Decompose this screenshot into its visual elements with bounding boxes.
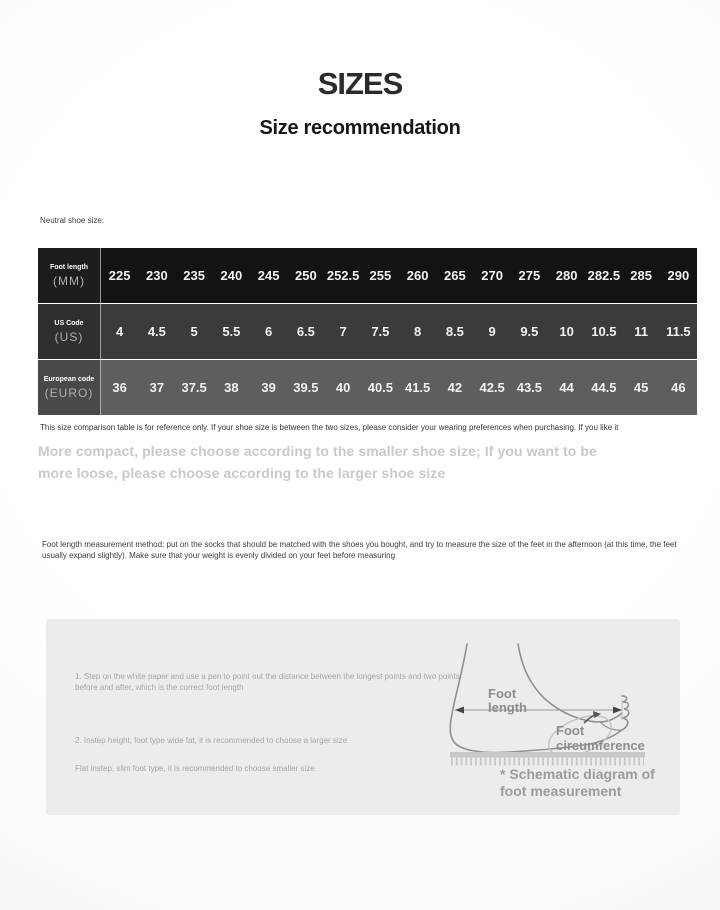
size-cell: 235 — [183, 268, 205, 283]
size-row-name: European code — [43, 375, 95, 383]
size-cell: 7 — [339, 324, 347, 339]
size-cell: 9 — [488, 324, 496, 339]
size-row-values — [101, 360, 697, 415]
size-table-row — [38, 303, 697, 359]
size-cell: 5.5 — [222, 324, 241, 339]
size-row-name: Foot length — [49, 263, 89, 271]
size-row-unit: (EURO) — [44, 385, 94, 400]
size-cell: 5 — [190, 324, 198, 339]
size-cell: 38 — [224, 380, 239, 395]
diagram-caption-line: * Schematic diagram of — [500, 766, 655, 782]
size-cell: 45 — [633, 380, 649, 395]
size-cell: 37 — [149, 380, 165, 395]
size-cell: 282.5 — [587, 268, 621, 283]
size-cell: 11 — [634, 324, 648, 339]
size-cell: 6 — [265, 324, 273, 339]
size-row-header — [38, 304, 101, 359]
size-cell: 255 — [369, 268, 392, 283]
size-row-values — [101, 304, 697, 359]
instruction-step-2: 2. Instep height, foot type wide fat, it is recommended to choose a larger size — [75, 736, 348, 745]
size-cell: 11.5 — [666, 324, 691, 339]
page-title: SIZES — [317, 66, 403, 101]
size-cell: 230 — [146, 268, 168, 283]
size-cell: 9.5 — [520, 324, 539, 339]
instruction-step-1: 1. Step on the white paper and use a pen to point out the distance between the longest points and two points before and after, which is the correct foot length — [75, 672, 460, 692]
foot-measurement-diagram — [442, 628, 670, 770]
size-row-header — [38, 248, 101, 303]
size-table-row — [38, 248, 697, 303]
ground-line — [450, 752, 645, 762]
page-subtitle: Size recommendation — [259, 117, 461, 139]
size-advice-highlight — [38, 440, 678, 484]
foot-circumference-label: circumference — [556, 738, 645, 753]
size-cell: 260 — [406, 268, 429, 283]
foot-length-label: Foot — [488, 686, 517, 701]
foot-outline — [450, 644, 629, 753]
measure-method-paragraph: Foot length measurement method: put on the socks that should be matched with the shoes you bought, and try to measure the size of the feet in the afternoon (at this time, the feet usually expand slightly). Make sure that your weight is evenly divided on your feet before measuring — [42, 540, 677, 560]
size-cell: 7.5 — [371, 324, 390, 339]
size-cell: 275 — [518, 268, 541, 283]
size-cell: 290 — [667, 268, 690, 283]
size-cell: 4 — [116, 324, 124, 339]
foot-length-arrow — [455, 700, 622, 720]
size-cell: 8 — [414, 324, 422, 339]
size-cell: 39.5 — [293, 380, 319, 395]
foot-circumference-label: Foot — [556, 723, 585, 738]
size-row-unit: (US) — [54, 329, 84, 344]
size-cell: 6.5 — [296, 324, 315, 339]
size-cell: 42 — [447, 380, 463, 395]
size-table — [38, 248, 697, 415]
size-table-row — [38, 359, 697, 415]
size-cell: 39 — [261, 380, 276, 395]
size-cell: 270 — [481, 268, 503, 283]
foot-length-label: length — [488, 700, 527, 715]
size-row-name: US Code — [54, 319, 84, 327]
size-cell: 240 — [220, 268, 243, 283]
size-row-unit: (MM) — [53, 273, 85, 288]
diagram-caption-line: foot measurement — [500, 783, 622, 799]
size-cell: 10 — [559, 324, 574, 339]
size-cell: 44 — [559, 380, 574, 395]
size-advice-line: more loose, please choose according to the larger shoe size — [38, 465, 446, 481]
size-cell: 41.5 — [404, 380, 431, 395]
size-cell: 252.5 — [326, 268, 360, 283]
size-cell: 265 — [444, 268, 466, 283]
neutral-shoe-size-label: Neutral shoe size: — [40, 216, 105, 225]
reference-notice: This size comparison table is for reference only. If your shoe size is between the two sizes, please consider your wearing preferences when purchasing. If you like it — [40, 423, 619, 432]
size-advice-line: More compact, please choose according to the smaller shoe size; If you want to be — [38, 443, 597, 459]
diagram-caption — [500, 766, 690, 800]
size-cell: 225 — [108, 268, 131, 283]
size-cell: 285 — [630, 268, 652, 283]
size-cell: 43.5 — [516, 380, 543, 395]
size-cell: 8.5 — [445, 324, 464, 339]
size-cell: 40.5 — [367, 380, 394, 395]
size-cell: 46 — [671, 380, 686, 395]
size-cell: 10.5 — [591, 324, 617, 339]
size-cell: 42.5 — [479, 380, 505, 395]
size-cell: 37.5 — [181, 380, 207, 395]
size-cell: 280 — [555, 268, 578, 283]
size-cell: 36 — [112, 380, 127, 395]
size-row-values — [101, 248, 697, 303]
instruction-step-3: Flat instep, slim foot type, it is recommended to choose smaller size — [75, 764, 315, 773]
size-cell: 4.5 — [147, 324, 166, 339]
size-cell: 40 — [335, 380, 351, 395]
size-cell: 250 — [295, 268, 317, 283]
size-cell: 44.5 — [591, 380, 617, 395]
size-row-header — [38, 360, 101, 415]
size-cell: 245 — [257, 268, 280, 283]
